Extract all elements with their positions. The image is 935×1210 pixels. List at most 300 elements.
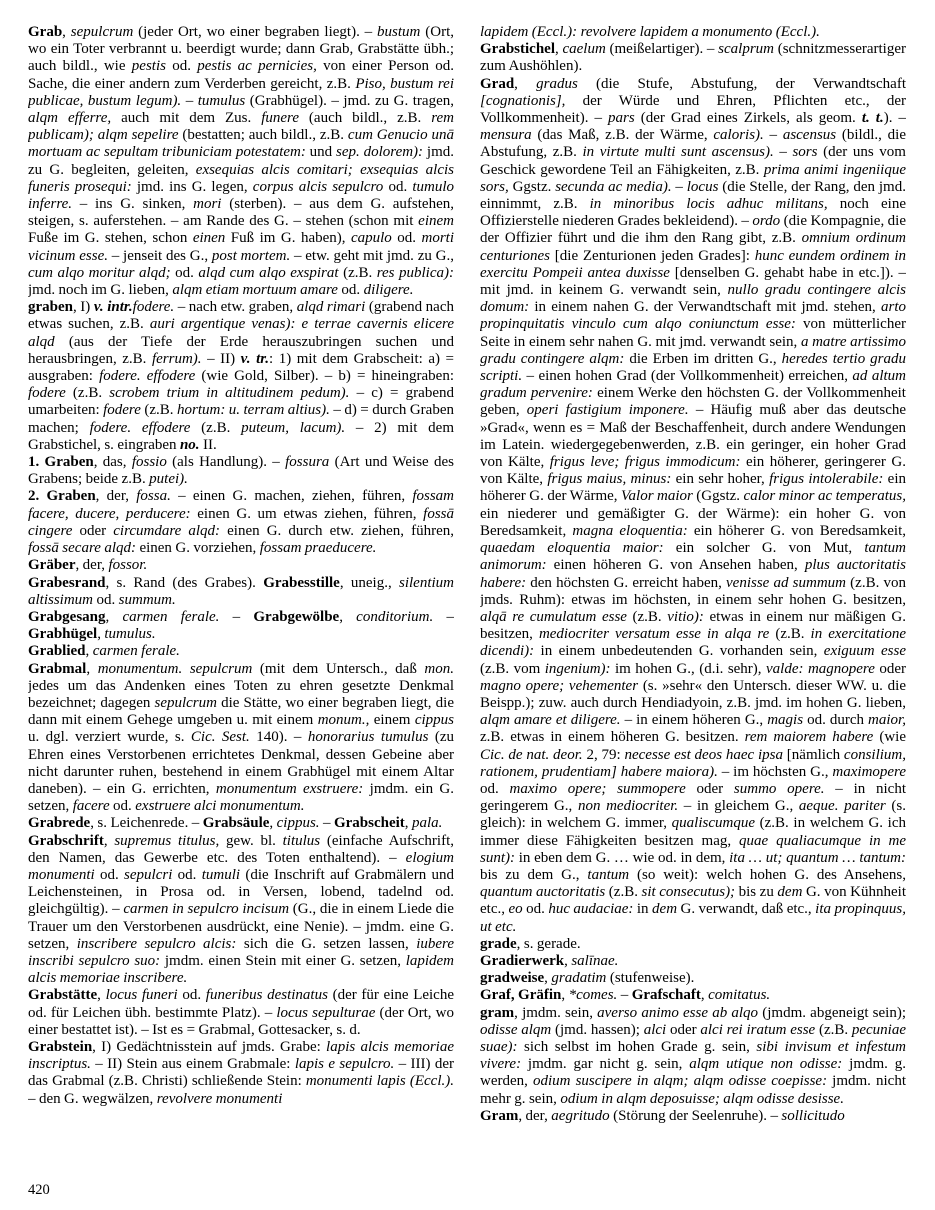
latin-text-segment: prima animi ingeniique sors, — [480, 161, 906, 195]
latin-text-segment: cippus — [414, 712, 454, 729]
text-segment: den höchsten G. erreicht haben, — [526, 574, 727, 591]
latin-text-segment: alci rei iratum esse — [700, 1021, 816, 1038]
headword: graben — [28, 299, 73, 316]
latin-text-segment: alqd cum alqo exspirat — [198, 264, 339, 281]
text-segment: (z.B. — [140, 402, 177, 419]
text-segment: (s. »sehr« den Untersch. dieser WW. u. die Beispp.); zuw. auch durch Hendiadyoin, z.B. jmd. im hohen G. lieben, — [480, 677, 906, 711]
text-segment: , — [103, 832, 115, 849]
text-segment: (sterben). – aus dem G. aufstehen, steigen, s. auferstehen. – am Rande des G. – stehen (schon mit — [28, 196, 454, 230]
text-segment: – etw. geht mit jmd. zu G., — [290, 247, 454, 264]
entry-2-graben — [28, 488, 454, 557]
right-column — [480, 24, 906, 1176]
latin-text-segment: omnium ordinum centuriones — [480, 230, 906, 264]
entry-gram-adjektiv — [480, 1005, 906, 1108]
latin-text-segment: Cic. de nat. deor. — [480, 746, 583, 763]
latin-text-segment: magis — [767, 712, 804, 729]
headword: Grabsäule — [202, 815, 270, 832]
latin-text-segment: fossam facere, ducere, perducere: — [28, 488, 454, 522]
latin-text-segment: locus — [686, 178, 719, 195]
latin-text-segment: comitatus. — [708, 987, 771, 1004]
latin-text-segment: ita propinquus, ut etc. — [480, 901, 906, 935]
text-segment: (z.B. — [65, 385, 110, 402]
latin-text-segment: ferrum). — [151, 350, 202, 367]
entry-grabesrand-grabesstille — [28, 575, 454, 609]
text-segment: – — [219, 608, 254, 625]
text-segment: (Störung der Seelenruhe). – — [609, 1107, 782, 1124]
text-segment: , — [404, 815, 412, 832]
text-segment: ein höherer G. der Wärme, — [480, 471, 906, 505]
text-segment: (schnitzmesserartiger zum Aushöhlen). — [480, 41, 906, 75]
headword: Grabstätte — [28, 987, 98, 1004]
text-segment: (bildl., die Abstufung, z.B. — [480, 127, 906, 161]
entry-graf-graefin-grafschaft — [480, 987, 906, 1004]
latin-text-segment: fossura — [285, 454, 330, 471]
latin-text-segment: odisse alqm — [480, 1021, 552, 1038]
text-segment: – II) — [201, 350, 241, 367]
latin-text-segment: alqm utique non odisse: — [689, 1056, 843, 1073]
latin-text-segment: gradus — [536, 75, 578, 92]
headword: Grabstein — [28, 1038, 93, 1055]
entry-graben-verb — [28, 299, 454, 454]
text-segment: – nach etw. graben, — [174, 299, 297, 316]
text-segment: – in nicht geringerem G., — [480, 780, 906, 815]
latin-text-segment: salīnae. — [571, 952, 619, 969]
text-segment: jmd. ins G. legen, — [131, 178, 253, 195]
text-segment: und — [305, 144, 337, 161]
latin-text-segment: eo — [508, 901, 523, 918]
text-segment: II. — [199, 436, 217, 453]
text-segment: bis zu dem G., — [480, 866, 588, 883]
latin-text-segment: maximo opere; summopere — [509, 780, 686, 797]
latin-text-segment: alci — [643, 1021, 667, 1038]
entry-grabstichel — [480, 41, 906, 75]
text-segment: (der Ort, wo einer bestattet ist). – Ist es = Grabmal, Gottesacker, s. d. — [28, 1004, 454, 1038]
text-segment: jmdm. einen Stein mit einer G. setzen, — [160, 952, 406, 969]
latin-text-segment: alqm etiam mortuum amare — [172, 282, 338, 299]
latin-text-segment: caloris). — [713, 127, 764, 144]
text-segment: , der, — [95, 488, 137, 505]
text-segment: (bestatten; auch bildl., z.B. — [178, 127, 348, 144]
text-segment: gew. bl. — [219, 832, 283, 849]
latin-text-segment: fossā cingere — [28, 505, 454, 539]
text-segment: der Würde und Ehren, Pflichten etc., der Vollkommenheit). – — [480, 92, 906, 127]
text-segment: (z.B. — [626, 608, 668, 625]
text-segment: od. durch — [803, 712, 869, 729]
latin-text-segment: alqm amare et diligere. — [480, 712, 621, 729]
text-segment: (G., die in einem Liede die Trauer um den Verstorbenen ausdrückt, eine Nenie). – jmdm. eine G. setzen, — [28, 901, 454, 952]
text-segment: od. — [177, 987, 206, 1004]
text-segment: G. von Kühnheit etc., — [480, 884, 906, 918]
latin-text-segment: consilium, rationem, prudentiam] habere maiora). — [480, 746, 906, 780]
text-segment: , — [97, 987, 106, 1004]
headword: Grad — [480, 75, 515, 92]
text-segment: ein sehr hoher, — [671, 471, 770, 488]
latin-text-segment: [cognationis], — [480, 92, 566, 109]
latin-text-segment: monumenti lapis (Eccl.). — [305, 1073, 454, 1090]
latin-text-segment: puteum, lacum). — [241, 419, 346, 436]
headword: gradweise — [480, 970, 545, 987]
text-segment: (als Handlung). – — [166, 454, 286, 471]
text-segment: jmdm. g. werden, — [480, 1056, 906, 1090]
latin-text-segment: cippus. — [276, 815, 320, 832]
text-segment: die Stätte, wo einer begraben liegt, die dann mit einem Gehege umgeben u. mit einem — [28, 694, 454, 729]
latin-text-segment: sibi invisum et infestum vivere: — [480, 1038, 906, 1073]
text-segment: , jmdm. sein, — [514, 1004, 598, 1021]
latin-text-segment: revolvere monumenti — [156, 1090, 283, 1107]
latin-text-segment: frigus intolerabile: — [769, 471, 884, 488]
text-segment: (aus der Tiefe der Erde herauszubringen suchen und herausbringen, z.B. — [28, 333, 454, 367]
text-segment: oder — [72, 522, 114, 539]
latin-text-segment: tumuli — [201, 866, 241, 883]
latin-text-segment: venisse ad summum — [726, 574, 846, 591]
text-segment: in einem unbedeutenden G. vorhanden sein, — [534, 643, 824, 660]
text-segment: (z.B. — [769, 626, 811, 643]
text-segment: (die Stelle, der Rang, den jmd. einnimmt, z.B. — [480, 178, 906, 213]
latin-text-segment: rem maiorem habere — [744, 729, 874, 746]
headword: Grabscheit — [333, 815, 405, 832]
text-segment: od. — [94, 866, 125, 883]
latin-text-segment: frigus leve; frigus immodicum: — [549, 454, 741, 471]
text-segment: – III) der das Grabmal (z.B. Christi) schließende Stein: — [28, 1056, 454, 1090]
text-segment: od. — [391, 230, 422, 247]
latin-text-segment: ordo — [752, 213, 781, 230]
text-segment: od. — [109, 798, 136, 815]
text-segment: (jmd. hassen); — [551, 1021, 644, 1038]
latin-text-segment: qualiscumque — [671, 815, 755, 832]
latin-text-segment: exiguum esse — [823, 643, 906, 660]
text-segment: (der für eine Leiche od. für Leichen übh. bestimmte Platz). – — [28, 987, 454, 1021]
latin-text-segment: fossio — [131, 454, 167, 471]
latin-text-segment: odium suscipere in alqm; alqm odisse coepisse: — [532, 1073, 828, 1090]
headword: Grabstichel — [480, 41, 555, 58]
latin-text-segment: dem — [777, 884, 803, 901]
latin-text-segment: quantum auctoritatis — [480, 884, 606, 901]
headword: Grabesrand — [28, 574, 106, 591]
text-segment: sich die G. setzen lassen, — [236, 935, 417, 952]
latin-text-segment: titulus — [282, 832, 321, 849]
latin-text-segment: bustum — [377, 24, 421, 40]
latin-text-segment: caelum — [562, 41, 606, 58]
entry-grabstein-continuation — [480, 24, 906, 41]
latin-text-segment: funere — [261, 110, 299, 127]
latin-text-segment: silentium altissimum — [28, 574, 454, 608]
latin-text-segment: lapidem (Eccl.): revolvere lapidem a monumento (Eccl.). — [480, 24, 820, 40]
text-segment: , s. gerade. — [516, 935, 581, 952]
text-segment: – 2) mit dem Grabstichel, s. eingraben — [28, 419, 454, 453]
headword: Grabmal — [28, 660, 87, 677]
latin-text-segment: post mortem. — [211, 247, 291, 264]
latin-text-segment: Valor maior — [621, 488, 693, 505]
text-segment: z.B. etwas in einem höheren G. besitzen. — [480, 729, 745, 746]
latin-text-segment: ascensus — [782, 127, 837, 144]
text-segment: , — [339, 608, 357, 625]
latin-text-segment: magna eloquentia: — [572, 522, 688, 539]
text-segment: od. — [170, 264, 199, 281]
text-segment: einem Werke den höchsten G. der Vollkommenheit geben, — [480, 385, 906, 419]
text-segment: , — [85, 643, 93, 660]
latin-text-segment: in virtute multi sunt ascensus). — [582, 144, 774, 161]
latin-text-segment: operi fastigium imponere. — [526, 402, 689, 419]
text-segment: – einen hohen Grad (der Vollkommenheit) erreichen, — [522, 368, 853, 385]
headword: Grab — [28, 24, 63, 40]
headword: 2. Graben — [28, 488, 96, 505]
text-segment: (meißelartiger). – — [605, 41, 719, 58]
latin-text-segment: tantum animorum: — [480, 540, 906, 574]
latin-text-segment: plus auctoritatis habere: — [480, 557, 906, 591]
text-segment: , — [555, 41, 563, 58]
entry-gradierwerk — [480, 953, 906, 970]
latin-text-segment: heredes tertio gradu scripti. — [480, 350, 906, 385]
latin-text-segment: summum. — [118, 591, 176, 608]
latin-text-segment: facere — [72, 798, 110, 815]
text-segment: v. intr. — [93, 299, 133, 316]
text-segment: – den G. wegwälzen, — [28, 1090, 157, 1107]
text-segment: (der uns vom Geschick gewordene Teil an Fähigkeiten, z.B. — [480, 144, 906, 178]
latin-text-segment: frigus maius, minus: — [547, 471, 672, 488]
latin-text-segment: pala. — [411, 815, 443, 832]
text-segment: , — [105, 608, 123, 625]
headword: Grafschaft — [631, 987, 701, 1004]
latin-text-segment: carmen in sepulcro incisum — [123, 901, 290, 918]
latin-text-segment: cum Genucio unā mortuam ac sepultam tribuniciam potestatem: — [28, 127, 454, 161]
latin-text-segment: iubere inscribi sepulcro suo: — [28, 935, 454, 969]
latin-text-segment: carmen ferale. — [92, 643, 180, 660]
text-segment: (zu Ehren eines Verstorbenen errichtetes Denkmal, dessen Gebeine aber nicht darunter ruhen, bestehend in einem Grabhügel mit einem Altar daneben). – ein G. errichten, — [28, 729, 454, 797]
text-segment: [denselben G. gehabt habe in etc.]). – mit jmd. in keinem G. verwandt sein, — [480, 264, 906, 299]
latin-text-segment: sepulcrum — [70, 24, 134, 40]
text-segment: od. — [93, 591, 119, 608]
text-segment: sich selbst im hohen Grade g. sein, — [517, 1038, 757, 1055]
latin-text-segment: pecuniae suae): — [480, 1021, 906, 1055]
latin-text-segment: diligere. — [363, 282, 414, 299]
text-segment: (jmdm. abgeneigt sein); — [758, 1004, 906, 1021]
latin-text-segment: tumulus — [197, 92, 246, 109]
latin-text-segment: odium in alqm deposuisse; alqm odisse desisse. — [560, 1090, 844, 1107]
latin-text-segment: nullo gradu contingere alcis domum: — [480, 282, 906, 316]
entry-gradweise — [480, 970, 906, 987]
text-segment: [die Zenturionen jeden Grades]: — [549, 247, 755, 264]
text-segment: od. — [522, 901, 549, 918]
latin-text-segment: tantum — [587, 866, 630, 883]
text-segment: (der Grad eines Zirkels, als geom. — [634, 110, 862, 127]
latin-text-segment: quae qualiacumque in me sunt): — [480, 832, 906, 866]
text-segment: (das Maß, z.B. der Wärme, — [531, 127, 714, 144]
headword: Grabgesang — [28, 608, 106, 625]
text-segment: (Ggstz. — [692, 488, 744, 505]
latin-text-segment: non mediocriter. — [577, 798, 679, 815]
latin-text-segment: huc audaciae: — [548, 901, 634, 918]
latin-text-segment: capulo — [350, 230, 392, 247]
text-segment: ). — [883, 110, 893, 127]
latin-text-segment: mediocriter versatum esse in alqa re — [538, 626, 770, 643]
latin-text-segment: fossā secare alqd: — [28, 540, 136, 557]
entry-grabschrift — [28, 833, 454, 988]
headword: 1. Graben — [28, 454, 94, 471]
text-segment: – — [617, 987, 632, 1004]
latin-text-segment: in exercitatione dicendi): — [480, 626, 906, 660]
latin-text-segment: mensura — [480, 127, 532, 144]
text-segment: einen höheren G. von Ansehen haben, — [546, 557, 805, 574]
headword: Grabesstille — [263, 574, 340, 591]
text-segment: (z.B. vom — [480, 660, 545, 677]
latin-text-segment: supremus titulus, — [114, 832, 220, 849]
latin-text-segment: lapis alcis memoriae inscriptus. — [28, 1038, 454, 1073]
text-segment: in eben dem G. … wie od. in dem, — [515, 849, 730, 866]
text-segment: oder — [685, 780, 734, 797]
text-segment: ein höherer G. von Beredsamkeit, — [687, 522, 906, 539]
text-segment: , der, — [518, 1107, 552, 1124]
text-segment: – — [763, 127, 783, 144]
text-segment: – in einem höheren G., — [620, 712, 768, 729]
latin-text-segment: sit consecutus); — [641, 884, 736, 901]
text-segment: (grabend nach etwas suchen, z.B. — [28, 299, 454, 333]
latin-text-segment: tumulus. — [104, 626, 156, 643]
entry-1-graben — [28, 454, 454, 488]
latin-text-segment: honorarius tumulus — [307, 729, 429, 746]
text-segment: (mit dem Untersch., daß — [252, 660, 425, 677]
text-segment: von einer Person od. Sache, die einer andern zum Verderben gereicht, z.B. — [28, 58, 454, 92]
text-segment: , I) — [73, 299, 94, 316]
text-segment: Ggstz. — [508, 178, 556, 195]
text-segment: – — [433, 608, 454, 625]
latin-text-segment: vitio): — [667, 608, 704, 625]
text-segment: einen G. um etwas ziehen, führen, — [190, 505, 424, 522]
entry-grabrede-grabsaeule-grabscheit — [28, 815, 454, 832]
headword: Grablied — [28, 643, 86, 660]
headword: gram — [480, 1004, 515, 1021]
text-segment: , — [561, 987, 569, 1004]
text-segment: , s. Leichenrede. – — [90, 815, 203, 832]
headword: Gram — [480, 1107, 519, 1124]
latin-text-segment: putei). — [149, 471, 188, 488]
latin-text-segment: elogium monumenti — [28, 849, 454, 883]
text-segment: in — [633, 901, 653, 918]
text-segment: , — [86, 660, 98, 677]
entry-grabgesang-grabgewoelbe-grabhuegel — [28, 609, 454, 643]
latin-text-segment: *comes. — [568, 987, 618, 1004]
latin-text-segment: hortum: u. terram altius). — [176, 402, 330, 419]
text-segment: von mütterlicher Seite in einem sehr nahen G. mit jmd. verwandt sein, — [480, 316, 906, 350]
text-segment: (die Stufe, Abstufung, der Verwandtschaft — [577, 75, 906, 92]
text-segment: bis zu — [735, 884, 778, 901]
latin-text-segment: fossor. — [108, 557, 148, 574]
text-segment: od. — [165, 58, 198, 75]
latin-text-segment: funeribus destinatus — [205, 987, 328, 1004]
text-segment: , — [269, 815, 277, 832]
text-segment: (Ort, wo ein Toter verbrannt u. beerdigt wurde; dann Grab, Grabstätte übh.; auch bildl., wie — [28, 24, 454, 75]
text-segment: oder — [666, 1021, 701, 1038]
latin-text-segment: aegritudo — [551, 1107, 610, 1124]
text-segment: G. verwandt, daß etc., — [677, 901, 816, 918]
text-segment: od. — [383, 178, 413, 195]
latin-text-segment: inscribere sepulcro alcis: — [76, 935, 237, 952]
latin-text-segment: rem publicam); alqm sepelire — [28, 110, 454, 144]
text-segment: noch eine Offizierstelle niederen Grades bekleidend). – — [480, 196, 906, 230]
text-segment: jmd. zu G. begleiten, geleiten, — [28, 144, 454, 178]
latin-text-segment: fodere — [103, 402, 141, 419]
two-column-text-block — [28, 24, 907, 1176]
text-segment: , — [544, 970, 552, 987]
latin-text-segment: magno opere; vehementer — [480, 677, 639, 694]
latin-text-segment: auri argentique venas): e terrae cavernis elicere alqd — [28, 316, 454, 350]
text-segment: – — [671, 178, 687, 195]
latin-text-segment: alqm efferre, — [28, 110, 112, 127]
text-segment: , uneig., — [339, 574, 399, 591]
latin-text-segment: arto propinquitatis vinculo cum alqo coniunctum esse: — [480, 299, 906, 333]
latin-text-segment: sors — [792, 144, 818, 161]
text-segment: – im höchsten G., — [717, 763, 833, 780]
text-segment: in einem nahen G. der Verwandtschaft mit jmd. stehen, — [529, 299, 881, 316]
latin-text-segment: ad altum gradum pervenire: — [480, 368, 906, 402]
text-segment: (s. gleich): in welchem G. immer, — [480, 798, 906, 832]
text-segment: einen G. durch etw. ziehen, führen, — [220, 522, 454, 539]
latin-text-segment: sepulcri — [124, 866, 173, 883]
text-segment: ein niederer und gemäßigter G. der Wärme): ein hoher G. von Beredsamkeit, — [480, 505, 906, 539]
entry-grabstein — [28, 1039, 454, 1108]
entry-grabmal — [28, 661, 454, 816]
latin-text-segment: monumentum. sepulcrum — [97, 660, 253, 677]
text-segment: (z.B. von jmds. Ruhm): etwas im höchsten, in einem sehr hohen G. besitzen, — [480, 574, 906, 608]
latin-text-segment: scrobem trium in altitudinem pedum). — [109, 385, 350, 402]
text-segment: – — [773, 144, 793, 161]
latin-text-segment: exstruere alci monumentum. — [135, 798, 305, 815]
page-number: 420 — [28, 1181, 50, 1198]
text-segment: – — [181, 92, 198, 109]
latin-text-segment: ita … ut; quantum … tantum: — [729, 849, 906, 866]
text-segment: jmd. noch im G. lieben, — [28, 282, 173, 299]
text-segment: die Erben im dritten G., — [624, 350, 782, 367]
text-segment: – jenseit des G., — [108, 247, 212, 264]
entry-grabstaette — [28, 987, 454, 1039]
latin-text-segment: fossa. — [136, 488, 171, 505]
text-segment: – — [319, 815, 334, 832]
latin-text-segment: gradatim — [551, 970, 607, 987]
text-segment: 2, 79: — [582, 746, 625, 763]
latin-text-segment: maior, — [868, 712, 906, 729]
headword: Gräber — [28, 557, 76, 574]
latin-text-segment: ingenium): — [544, 660, 611, 677]
headword: Gradierwerk — [480, 952, 565, 969]
text-segment: – II) Stein aus einem Grabmale: — [90, 1056, 295, 1073]
headword: Grabschrift — [28, 832, 104, 849]
text-segment: , I) Gedächtnisstein auf jmds. Grabe: — [92, 1038, 327, 1055]
latin-text-segment: corpus alcis sepulcro — [252, 178, 384, 195]
text-segment: – einen G. machen, ziehen, führen, — [170, 488, 413, 505]
latin-text-segment: scalprum — [718, 41, 774, 58]
text-segment: : 1) mit dem Grabscheit: a) = ausgraben: — [28, 350, 454, 385]
latin-text-segment: hunc eundem ordinem in exercitu Pompeii antea duxisse — [480, 247, 906, 281]
latin-text-segment: averso animo esse ab alqo — [597, 1004, 759, 1021]
latin-text-segment: aeque. pariter — [798, 798, 886, 815]
latin-text-segment: Piso, bustum rei publicae, bustum legum). — [28, 75, 454, 109]
latin-text-segment: sepulcrum — [154, 694, 217, 711]
text-segment: (z.B. — [605, 884, 642, 901]
text-segment: Fuße im G. stehen, schon — [28, 230, 193, 247]
text-segment: oder — [874, 660, 906, 677]
left-column — [28, 24, 454, 1176]
latin-text-segment: valde: magnopere — [766, 660, 875, 677]
text-segment: (stufenweise). — [606, 970, 695, 987]
entry-grab — [28, 24, 454, 299]
text-segment: (die Kompagnie, die der Offizier führt und die ihm den Rang gibt, z.B. — [480, 213, 906, 247]
text-segment: (z.B. — [190, 419, 242, 436]
headword: Graf, Gräfin — [480, 987, 562, 1004]
latin-text-segment: a matre artissimo gradu contingere alqm: — [480, 333, 906, 367]
text-segment: 140). – — [249, 729, 308, 746]
entry-gram-substantiv — [480, 1108, 906, 1125]
latin-text-segment: carmen ferale. — [122, 608, 220, 625]
text-segment: , — [700, 987, 709, 1004]
